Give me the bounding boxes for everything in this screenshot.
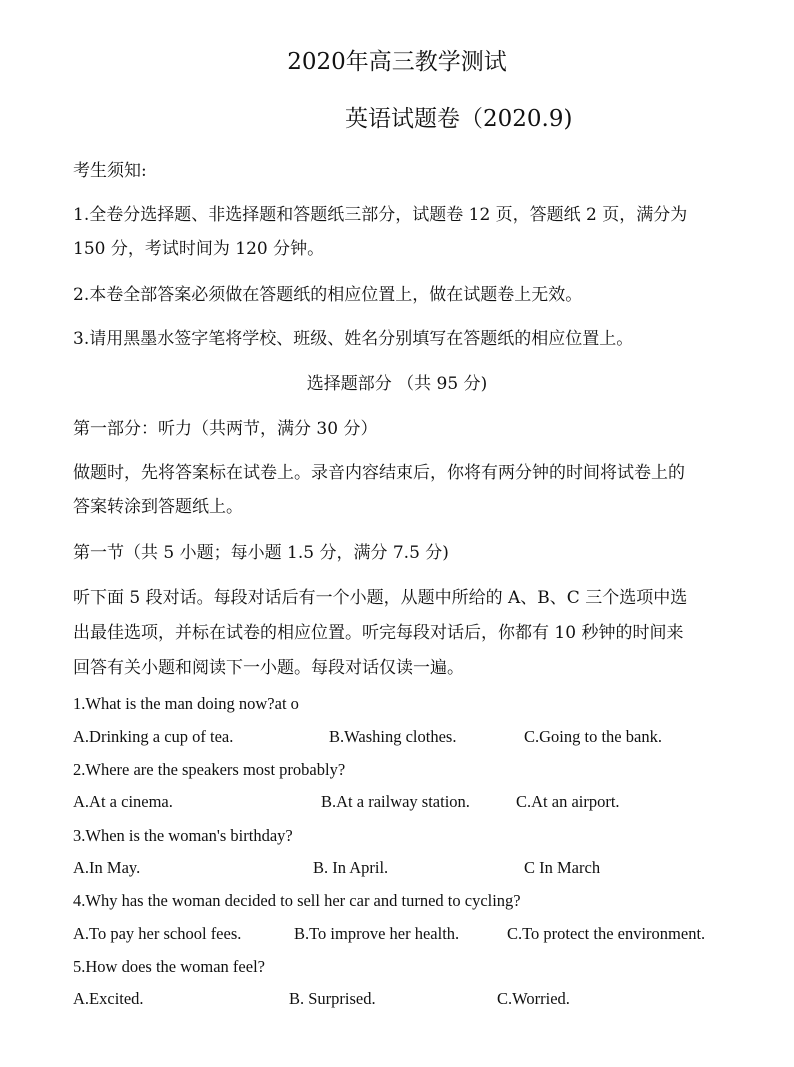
question-4-option-b: B.To improve her health.: [294, 924, 460, 943]
question-5-option-c: C.Worried.: [497, 989, 570, 1008]
instructions-line-2: 答案转涂到答题纸上。: [73, 497, 243, 517]
notice-item-1-line-1: 1.全卷分选择题、非选择题和答题纸三部分，试题卷 12 页，答题纸 2 页，满分为: [73, 205, 688, 225]
question-1: 1.What is the man doing now?at o: [73, 694, 299, 713]
question-4-option-c: C.To protect the environment.: [507, 924, 706, 943]
question-2: 2.Where are the speakers most probably?: [73, 760, 346, 779]
question-3-option-a: A.In May.: [73, 858, 141, 877]
notice-item-3: 3.请用黑墨水签字笔将学校、班级、姓名分别填写在答题纸的相应位置上。: [73, 329, 634, 349]
notice-item-1-line-2: 150 分，考试时间为 120 分钟。: [73, 239, 325, 259]
question-4: 4.Why has the woman decided to sell her car and turned to cycling?: [73, 891, 521, 910]
question-3: 3.When is the woman's birthday?: [73, 826, 293, 845]
directions-line-1: 听下面 5 段对话。每段对话后有一个小题，从题中所给的 A、B、C 三个选项中选: [73, 588, 688, 608]
question-5: 5.How does the woman feel?: [73, 957, 265, 976]
question-1-option-b: B.Washing clothes.: [329, 727, 457, 746]
question-2-option-a: A.At a cinema.: [73, 792, 173, 811]
instructions-line-1: 做题时，先将答案标在试卷上。录音内容结束后，你将有两分钟的时间将试卷上的: [73, 463, 685, 483]
section-heading: 选择题部分 （共 95 分): [306, 374, 488, 394]
exam-subtitle: 英语试题卷（2020.9): [345, 106, 573, 132]
question-1-option-a: A.Drinking a cup of tea.: [73, 727, 234, 746]
section-1-heading: 第一节（共 5 小题；每小题 1.5 分，满分 7.5 分): [73, 543, 449, 563]
directions-line-2: 出最佳选项，并标在试卷的相应位置。听完每段对话后，你都有 10 秒钟的时间来: [73, 623, 684, 643]
notice-item-2: 2.本卷全部答案必须做在答题纸的相应位置上，做在试题卷上无效。: [73, 285, 583, 305]
question-5-option-a: A.Excited.: [73, 989, 144, 1008]
question-2-option-c: C.At an airport.: [516, 792, 620, 811]
question-2-option-b: B.At a railway station.: [321, 792, 470, 811]
question-1-option-c: C.Going to the bank.: [524, 727, 662, 746]
question-3-option-c: C In March: [524, 858, 601, 877]
question-3-option-b: B. In April.: [313, 858, 389, 877]
question-5-option-b: B. Surprised.: [289, 989, 376, 1008]
exam-title: 2020年高三教学测试: [287, 49, 507, 75]
directions-line-3: 回答有关小题和阅读下一小题。每段对话仅读一遍。: [73, 658, 464, 678]
notice-heading: 考生须知:: [73, 161, 147, 181]
part-1-heading: 第一部分：听力（共两节，满分 30 分）: [73, 419, 378, 439]
question-4-option-a: A.To pay her school fees.: [73, 924, 242, 943]
